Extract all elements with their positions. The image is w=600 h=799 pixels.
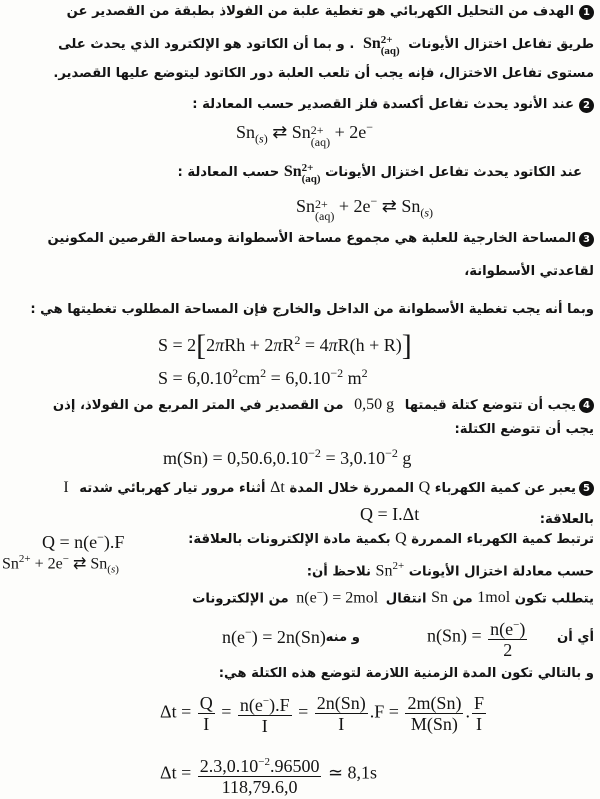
area-formula: $S = 2[2\pi Rh + 2\pi R^2 = 4\pi R(h + R)]$ [158, 329, 412, 362]
p5-line-5-d: من الإلكترونات [192, 591, 289, 607]
symbol-I: I [63, 479, 69, 496]
p3-line-1: المساحة الخارجية للعلبة هي مجموع مساحة الأسطوانة ومساحة القرصين المكونين [47, 231, 576, 246]
sn2-aq-symbol: Sn2+ (aq) [362, 34, 400, 57]
p5-line-1-b: الممررة خلال المدة [289, 481, 415, 496]
p5-line-1-c: أثناء مرور تيار كهربائي شدته [79, 481, 266, 496]
p2-line-2-end: حسب المعادلة : [177, 165, 280, 180]
p1-line-2-end: . و بما أن الكاتود هو الإلكترود الذي يحدث على [58, 37, 355, 52]
p5-line-5-a: يتطلب تكون [514, 591, 594, 607]
p5-line-4-a: حسب معادلة اختزال الأيونات [408, 564, 594, 580]
paragraph-number-4: 4 [579, 398, 594, 413]
p5-line-4-b: نلاحظ أن: [306, 564, 371, 580]
p5-line-3-b: بكمية مادة الإلكترونات بالعلاقة: [188, 532, 391, 547]
p1-line-2-start: طريق تفاعل اختزال الأيونات [408, 37, 594, 52]
p4-line-1-start: يجب أن تتوضع كتلة قيمتها [404, 398, 576, 413]
paragraph-number-5: 5 [579, 481, 594, 496]
electron-mole-relation: n(e−) = 2n(Sn) [222, 625, 326, 647]
p5-line-5-c: انتقال [385, 591, 427, 607]
p1-line-1: الهدف من التحليل الكهربائي هو تغطية علبة من الفولاذ بطبقة من القصدير عن [66, 4, 574, 19]
faraday-equation: Q = n(e−).F [42, 530, 125, 552]
paragraph-number-2: 2 [579, 98, 594, 113]
paragraph-number-3: 3 [579, 232, 594, 247]
p3-line-3: وبما أنه يجب تغطية الأسطوانة من الداخل والخارج فإن المساحة المطلوب تغطيتها هي : [30, 302, 594, 317]
p4-line-2: يجب أن تتوضع الكتلة: [454, 422, 594, 437]
sn2-aq-symbol-2: Sn2+ (aq) [283, 162, 321, 185]
paragraph-number-1: 1 [579, 5, 594, 20]
p5-line-6-b: و منه [325, 630, 360, 645]
duration-value: Δt = $\frac{2.3,0.10^{-2}.96500}{118,79.6,0}$ ≃ 8,1s [160, 752, 377, 797]
p1-line-2 [4, 34, 594, 57]
p4-line-1-end: من القصدير في المتر المربع من الفولاذ، إذن [52, 398, 344, 413]
one-mol: 1mol [477, 589, 511, 607]
sn2-symbol: $Sn^{2+}$ [375, 560, 405, 580]
p2-line-2-start: عند الكاتود يحدث تفاعل اختزال الأيونات [325, 165, 582, 180]
cathode-equation: Sn2+ (aq) + 2e− ⇄ $Sn_{(s)}$ [296, 194, 434, 223]
tin-mole-relation: n(Sn) = $\frac{n(e^-)}{2}$ [427, 615, 529, 660]
p4-line-1 [4, 395, 576, 416]
p5-line-6-a: أي أن [557, 630, 594, 645]
electron-amount: n(e−) = 2mol [296, 587, 379, 607]
p5-line-5 [4, 583, 594, 609]
p5-line-1-a: يعبر عن كمية الكهرباء [434, 481, 576, 496]
p1-line-3: مستوى تفاعل الاختزال، فإنه يجب أن تلعب العلبة دور الكاتود ليتوضع عليها القصدير. [53, 66, 594, 81]
p5-line-1 [4, 478, 576, 499]
area-value: $S = 6,0.10^2cm^2 = 6,0.10^{-2}$ $m^2$ [158, 366, 368, 388]
anode-equation: $Sn_{(s)}$ ⇄ Sn2+ (aq) + 2e− [236, 120, 374, 149]
duration-formula: Δt = $\frac{Q}{I}$ = $\frac{n(e^-).F}{I}$ = $\frac{2n(Sn)}{I}$ .F = $\frac{2m(Sn)}{M(Sn)}$ . $\frac{F}{I}$ [160, 693, 484, 736]
p2-line-1: عند الأنود يحدث تفاعل أكسدة فلز القصدير حسب المعادلة : [192, 97, 574, 112]
mass-equation: $m(Sn) = 0,50.6,0.10^{-2} = 3,0.10^{-2}$ g [163, 446, 412, 468]
charge-equation: Q = I.Δt [360, 504, 420, 524]
mass-per-m2: 0,50 g [354, 396, 395, 413]
p5-line-2: بالعلاقة: [539, 512, 594, 527]
p5-line-7: و بالتالي تكون المدة الزمنية اللازمة لتوضع هذه الكتلة هي: [218, 666, 594, 681]
symbol-Sn: Sn [431, 589, 449, 607]
p5-line-3-a: ترتبط كمية الكهرباء الممررة [411, 532, 594, 547]
symbol-Q-2: Q [395, 530, 407, 547]
p3-line-2: لقاعدتي الأسطوانة، [464, 264, 594, 279]
symbol-delta-t: Δt [270, 479, 285, 496]
p5-line-5-b: من [452, 591, 473, 607]
symbol-Q: Q [418, 479, 431, 496]
p2-line-2 [12, 162, 582, 185]
reduction-equation: $Sn^{2+} + 2e^-$ ⇄ $Sn_{(s)}$ [2, 553, 119, 576]
